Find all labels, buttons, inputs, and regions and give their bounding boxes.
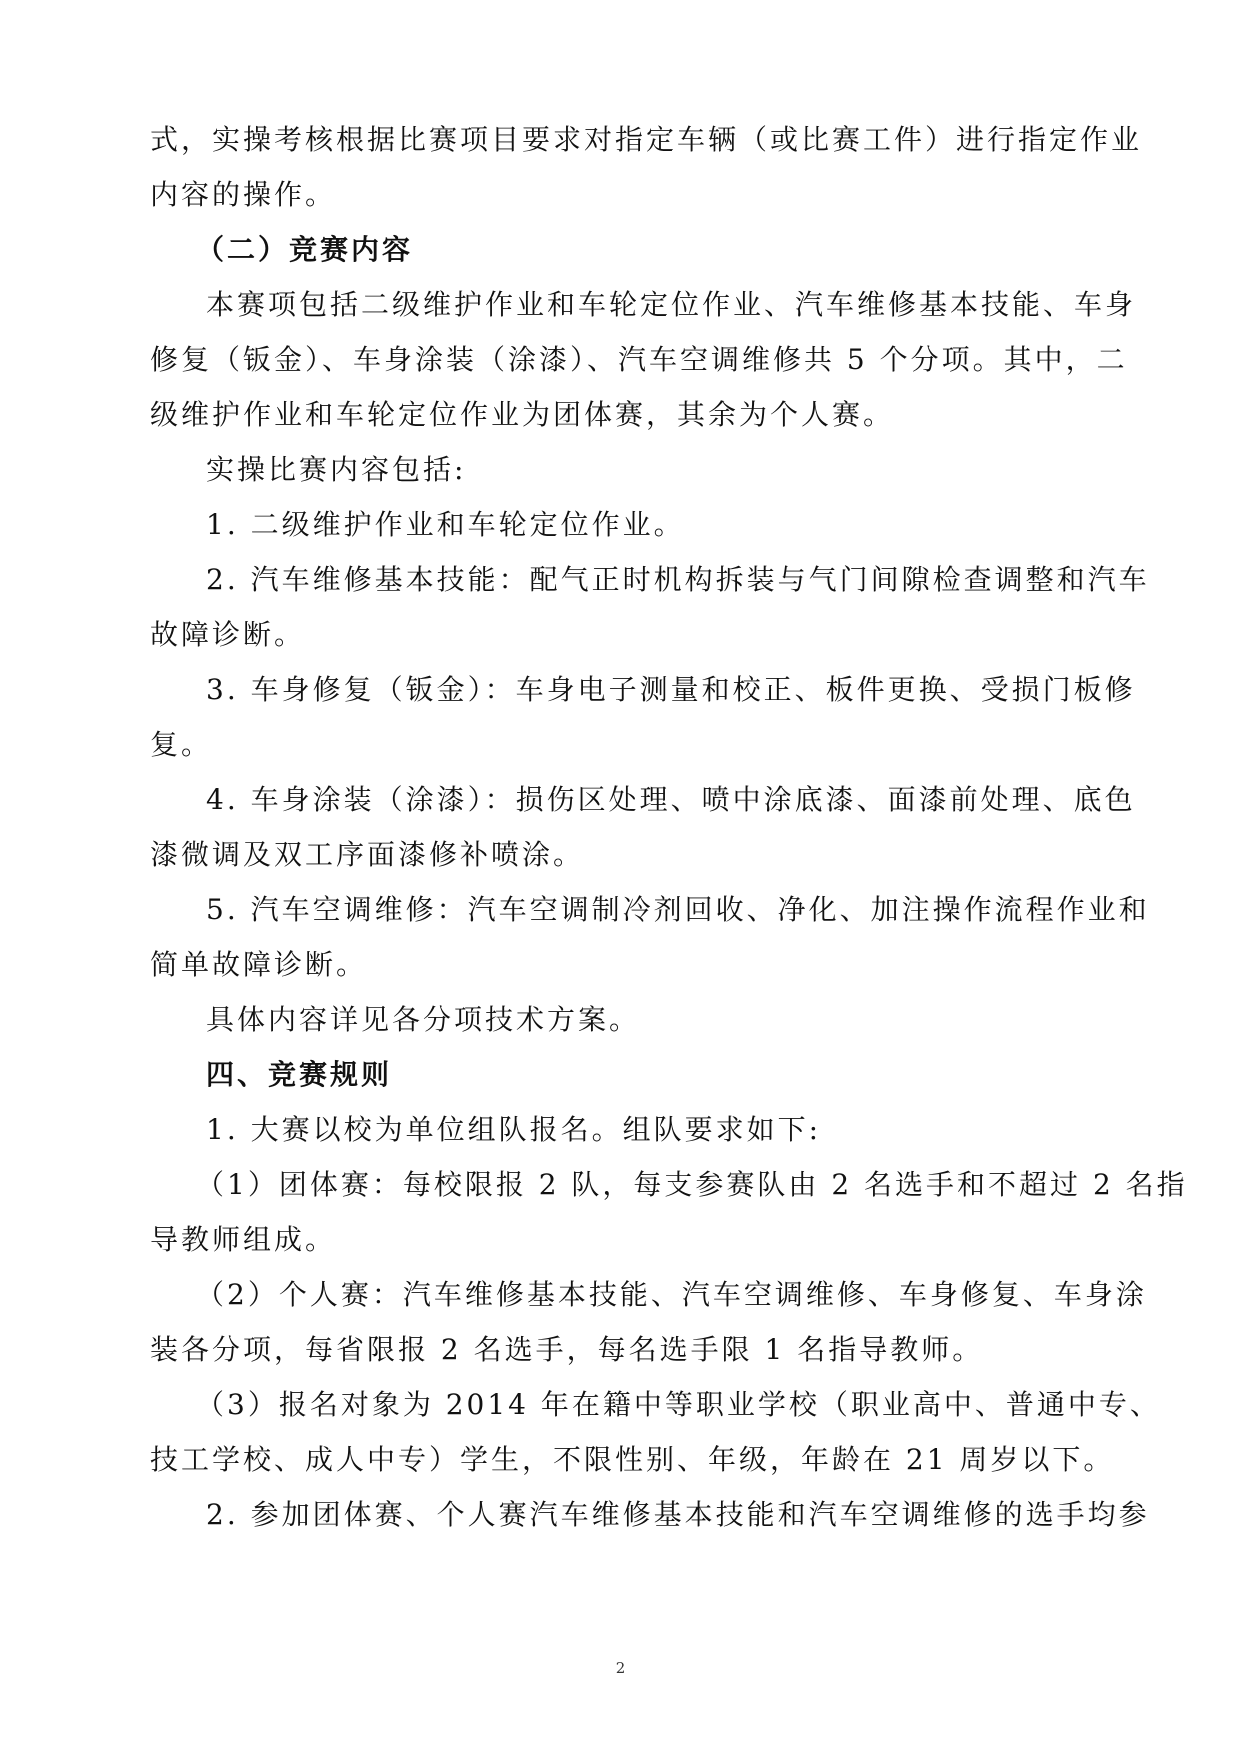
- list-item: （3）报名对象为 2014 年在籍中等职业学校（职业高中、普通中专、: [196, 1388, 1161, 1421]
- section-heading: （二）竞赛内容: [196, 233, 414, 266]
- list-item: 5. 汽车空调维修：汽车空调制冷剂回收、净化、加注操作流程作业和: [206, 893, 1150, 926]
- list-item: 2. 参加团体赛、个人赛汽车维修基本技能和汽车空调维修的选手均参: [206, 1498, 1150, 1531]
- list-item: （2）个人赛：汽车维修基本技能、汽车空调维修、车身修复、车身涂: [196, 1278, 1147, 1311]
- paragraph-line: 级维护作业和车轮定位作业为团体赛，其余为个人赛。: [150, 398, 895, 431]
- page-number: 2: [615, 1659, 626, 1677]
- paragraph-line: 内容的操作。: [150, 178, 337, 211]
- list-item: 1. 大赛以校为单位组队报名。组队要求如下:: [206, 1113, 822, 1146]
- paragraph-line: 技工学校、成人中专）学生，不限性别、年级，年龄在 21 周岁以下。: [150, 1443, 1115, 1476]
- paragraph-line: 修复（钣金）、车身涂装（涂漆）、汽车空调维修共 5 个分项。其中，二: [150, 343, 1128, 376]
- section-heading: 四、竞赛规则: [206, 1058, 393, 1091]
- list-item: 1. 二级维护作业和车轮定位作业。: [206, 508, 685, 541]
- paragraph-line: 式，实操考核根据比赛项目要求对指定车辆（或比赛工件）进行指定作业: [150, 123, 1143, 156]
- paragraph-line: 装各分项，每省限报 2 名选手，每名选手限 1 名指导教师。: [150, 1333, 984, 1366]
- paragraph-line: 本赛项包括二级维护作业和车轮定位作业、汽车维修基本技能、车身: [206, 288, 1137, 321]
- paragraph-line: 复。: [150, 728, 213, 761]
- paragraph-line: 导教师组成。: [150, 1223, 337, 1256]
- paragraph-line: 故障诊断。: [150, 618, 306, 651]
- paragraph-line: 实操比赛内容包括:: [206, 453, 467, 486]
- list-item: 4. 车身涂装（涂漆）：损伤区处理、喷中涂底漆、面漆前处理、底色: [206, 783, 1136, 816]
- list-item: 3. 车身修复（钣金）：车身电子测量和校正、板件更换、受损门板修: [206, 673, 1136, 706]
- paragraph-line: 简单故障诊断。: [150, 948, 368, 981]
- paragraph-line: 具体内容详见各分项技术方案。: [206, 1003, 641, 1036]
- list-item: （1）团体赛：每校限报 2 队，每支参赛队由 2 名选手和不超过 2 名指: [196, 1168, 1188, 1201]
- list-item: 2. 汽车维修基本技能：配气正时机构拆装与气门间隙检查调整和汽车: [206, 563, 1150, 596]
- paragraph-line: 漆微调及双工序面漆修补喷涂。: [150, 838, 585, 871]
